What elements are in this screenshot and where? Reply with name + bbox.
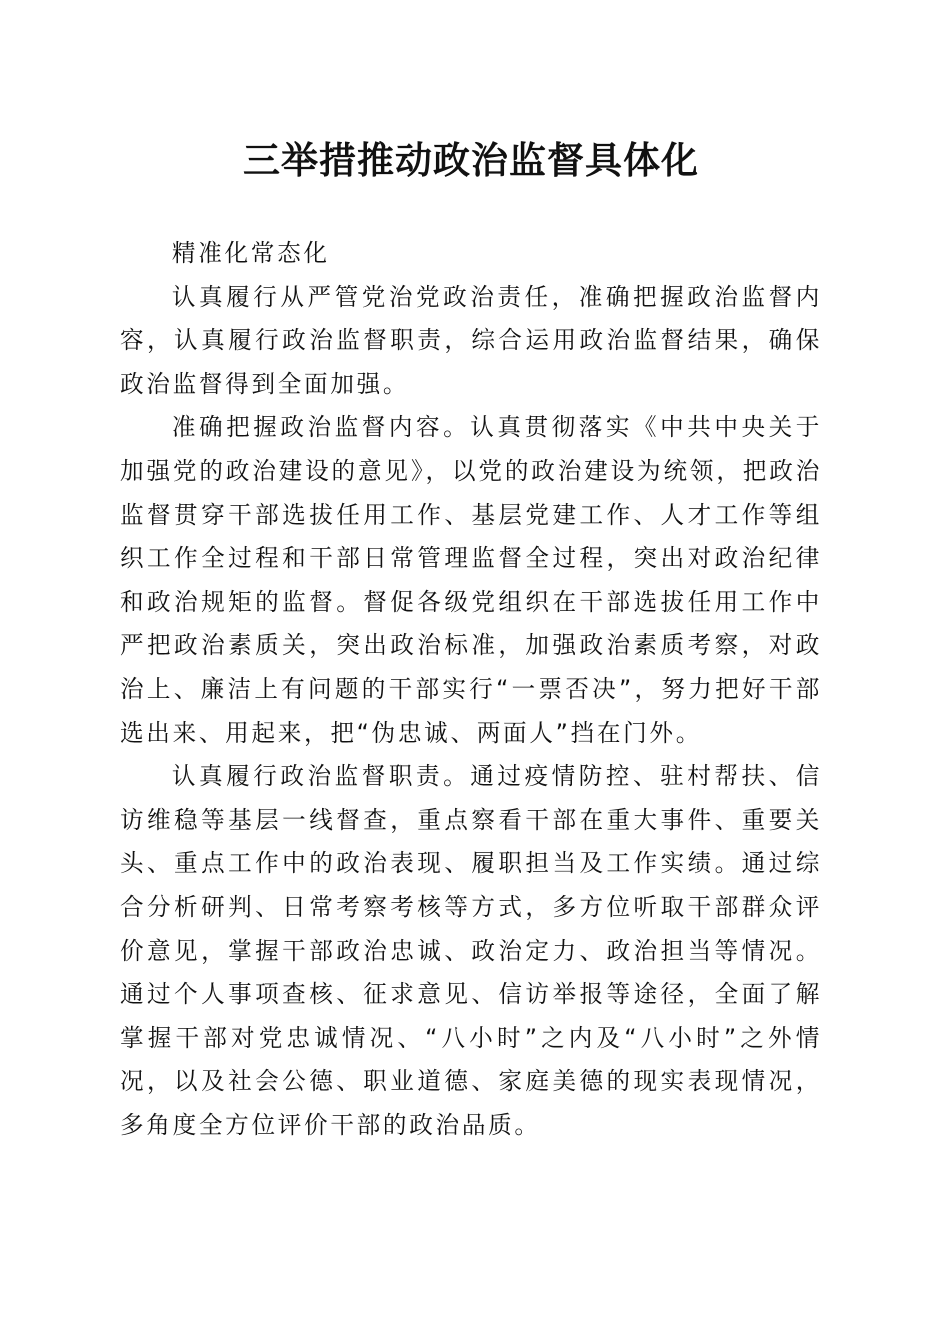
- section-heading: 精准化常态化: [171, 239, 330, 267]
- paragraph-supervision-duties: 认真履行政治监督职责。通过疫情防控、驻村帮扶、信访维稳等基层一线督查，重点察看干部在重大事件、重要关头、重点工作中的政治表现、履职担当及工作实绩。通过综合分析研判、日常考察考核等方式，多方位听取干部群众评价意见，掌握干部政治忠诚、政治定力、政治担当等情况。通过个人事项查核、征求意见、信访举报等途径，全面了解掌握干部对党忠诚情况、“八小时”之内及“八小时”之外情况，以及社会公德、职业道德、家庭美德的现实表现情况，多角度全方位评价干部的政治品质。: [120, 762, 822, 1139]
- document-title: 三举措推动政治监督具体化: [243, 138, 699, 182]
- document-body: [120, 232, 822, 1147]
- paragraph-intro: 认真履行从严管党治党政治责任，准确把握政治监督内容，认真履行政治监督职责，综合运用政治监督结果，确保政治监督得到全面加强。: [120, 282, 822, 398]
- paragraph-supervision-content: 准确把握政治监督内容。认真贯彻落实《中共中央关于加强党的政治建设的意见》，以党的政治建设为统领，把政治监督贯穿干部选拔任用工作、基层党建工作、人才工作等组织工作全过程和干部日常管理监督全过程，突出对政治纪律和政治规矩的监督。督促各级党组织在干部选拔任用工作中严把政治素质关，突出政治标准，加强政治素质考察，对政治上、廉洁上有问题的干部实行“一票否决”，努力把好干部选出来、用起来，把“伪忠诚、两面人”挡在门外。: [120, 413, 822, 747]
